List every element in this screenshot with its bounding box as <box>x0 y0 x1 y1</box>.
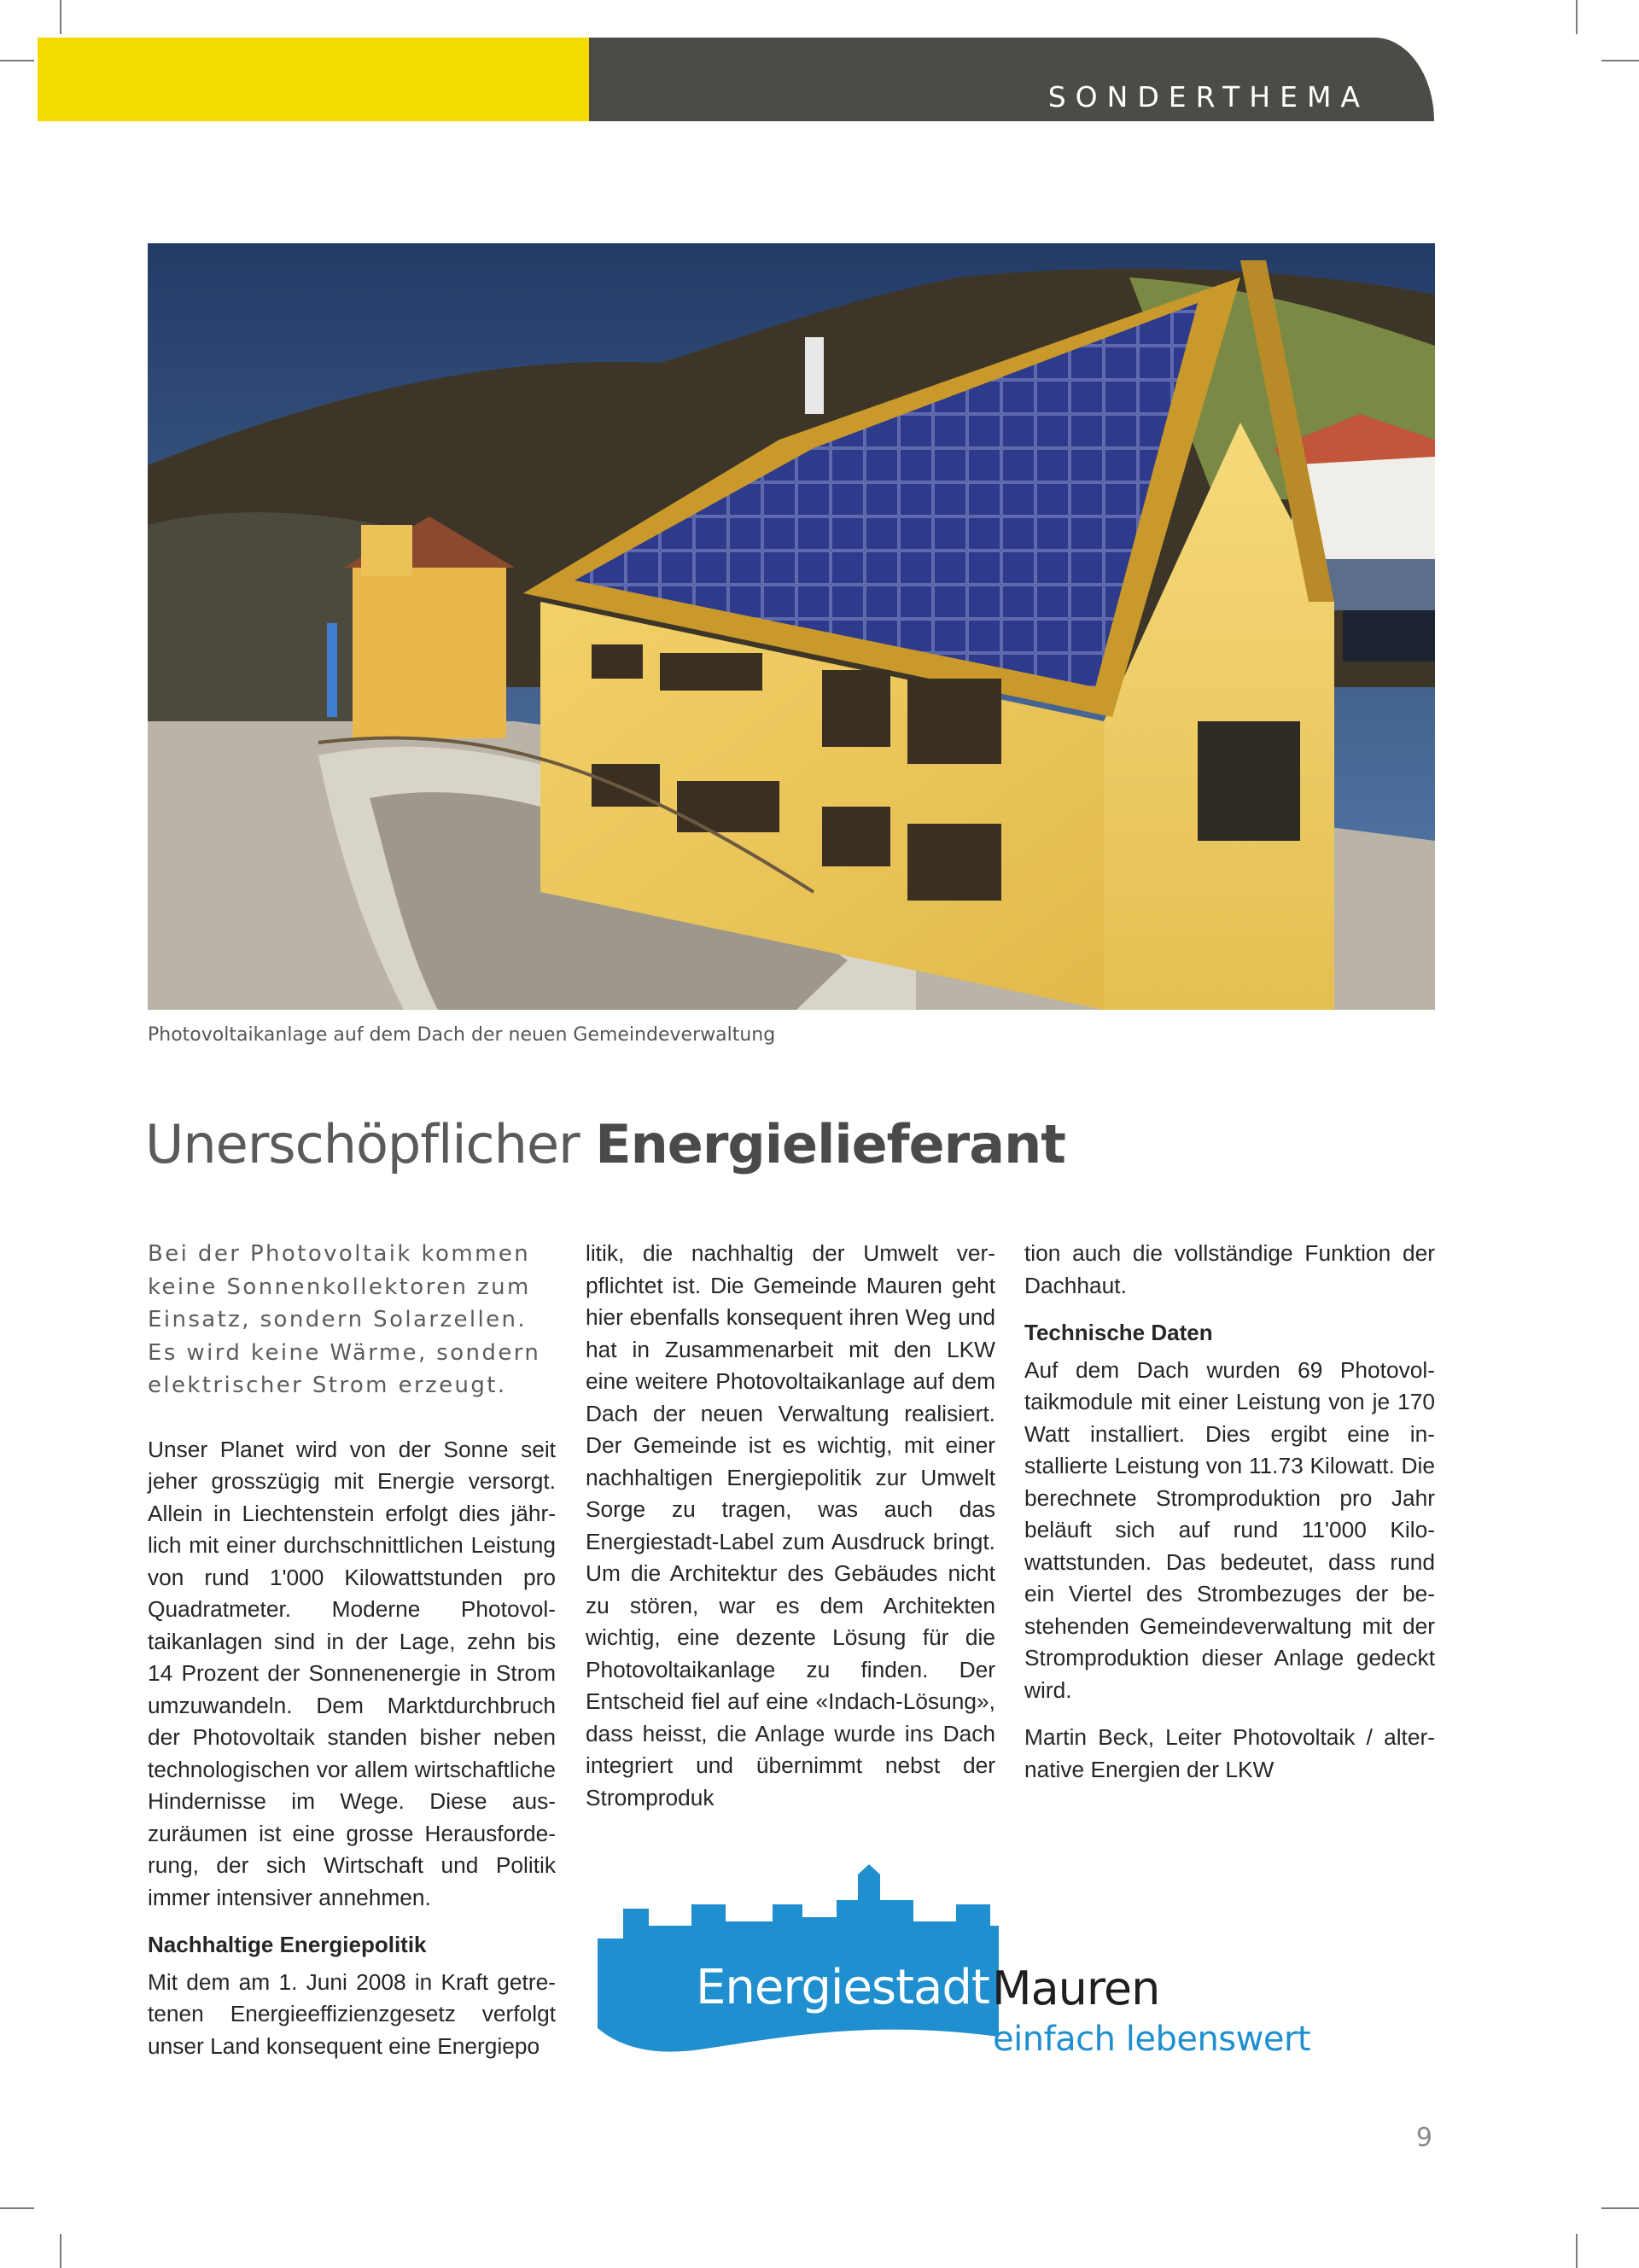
article-lead: Bei der Photovoltaik kommen keine Sonnenkollektoren zum Einsatz, sondern Solarzellen. Es wird keine Wärme, sondern elektrischer Strom erzeugt. <box>148 1241 541 1398</box>
energiestadt-logo <box>598 1857 1366 2079</box>
text-column-2 <box>586 1238 995 1814</box>
headline-bold: Energielieferant <box>595 1113 1065 1175</box>
article-headline <box>145 1113 1065 1175</box>
crop-mark <box>1576 0 1578 34</box>
crop-mark <box>60 0 61 34</box>
section-label: SONDERTHEMA <box>1047 80 1369 114</box>
crop-mark <box>1601 2207 1639 2209</box>
building-photo <box>148 243 1435 1010</box>
paragraph-energiepolitik-part2: litik, die nachhaltig der Umwelt verpflichtet ist. Die Gemeinde Mauren geht hier ebenfalls konsequent ihren Weg und hat in Zusammenarbeit mit den LKW eine weitere Photovoltaikanlage auf dem Dach der neuen Verwaltung realisiert. Der Gemeinde ist es wichtig, mit einer nachhaltigen Energiepolitik zur Umwelt Sorge zu tragen, was auch das Energiestadt-Label zum Ausdruck bringt. Um die Architektur des Gebäudes nicht zu stören, war es dem Architekten wichtig, eine dezente Lösung für die Photovoltaikanlage zu finden. Der Entscheid fiel auf eine «Indach-Lösung», dass heisst, die Anlage wurde ins Dach integriert und übernimmt nebst der Stromproduk <box>586 1240 995 1810</box>
logo-word-energiestadt: Energiestadt <box>696 1960 989 2015</box>
subheading-technische-daten: Technische Daten <box>1024 1320 1213 1345</box>
logo-tagline: einfach lebenswert <box>993 2020 1311 2059</box>
article-author: Martin Beck, Leiter Photovoltaik / alternative Energien der LKW <box>1024 1724 1435 1782</box>
page-number: 9 <box>1415 2123 1432 2153</box>
crop-mark <box>60 2234 61 2268</box>
photo-caption: Photovoltaikanlage auf dem Dach der neuen Gemeindeverwaltung <box>148 1024 776 1046</box>
headline-light: Unerschöpflicher <box>145 1113 580 1175</box>
subheading-energiepolitik: Nachhaltige Energiepolitik <box>148 1932 427 1957</box>
crop-mark <box>0 60 34 61</box>
header-accent-bar <box>38 38 589 121</box>
crop-mark <box>1601 60 1639 61</box>
logo-word-mauren: Mauren <box>992 1962 1160 2015</box>
paragraph-energiepolitik-part3: tion auch die vollständige Funktion der Dachhaut. <box>1024 1240 1435 1298</box>
crop-mark <box>1576 2234 1578 2268</box>
text-column-3 <box>1024 1238 1435 1786</box>
paragraph-intro: Unser Planet wird von der Sonne seit jeher grosszügig mit Energie versorgt. Allein in Liechtenstein erfolgt dies jährlich mit einer durchschnittlichen Leistung von rund 1'000 Kilowattstunden pro Quadratmeter. Moderne Photovoltaikanlagen sind in der Lage, zehn bis 14 Prozent der Sonnenenergie in Strom umzuwandeln. Dem Marktdurchbruch der Photovoltaik standen bisher neben technologischen vor allem wirtschaftliche Hindernisse im Wege. Diese auszuräumen ist eine grosse Herausforderung, der sich Wirtschaft und Politik immer intensiver annehmen. <box>148 1436 556 1910</box>
header-section-bar <box>589 38 1434 121</box>
paragraph-technische-daten: Auf dem Dach wurden 69 Photovoltaikmodule mit einer Leistung von je 170 Watt installiert. Dies ergibt eine installierte Leistung von 11.73 Kilowatt. Die berechnete Stromproduktion pro Jahr beläuft sich auf rund 11'000 Kilowattstunden. Das bedeutet, dass rund ein Viertel des Strombezuges der bestehenden Gemeindeverwaltung mit der Stromproduktion dieser Anlage gedeckt wird. <box>1024 1356 1435 1703</box>
text-column-1 <box>148 1238 556 2062</box>
crop-mark <box>0 2207 34 2209</box>
paragraph-energiepolitik-part1: Mit dem am 1. Juni 2008 in Kraft getretenen Energieeffizienzgesetz verfolgt unser Land konsequent eine Energiepo <box>148 1968 556 2059</box>
